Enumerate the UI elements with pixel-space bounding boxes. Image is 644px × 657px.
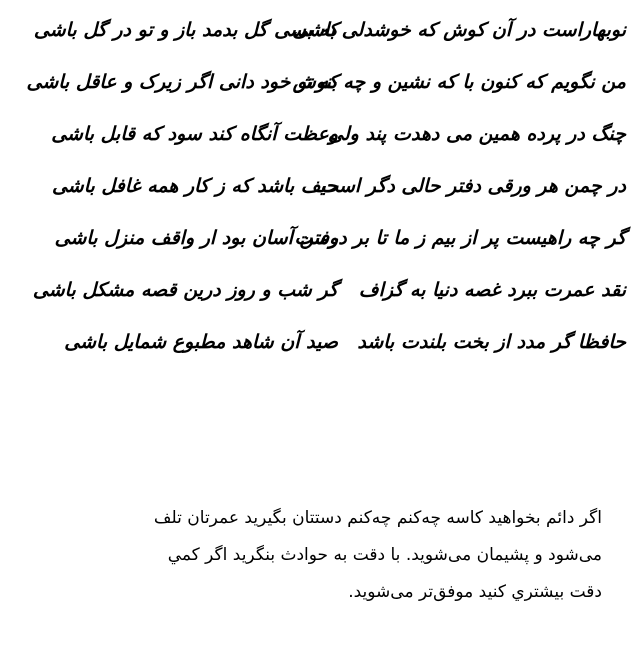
first-hemistich: من نگویم که کنون با که نشین و چه بنوش xyxy=(292,71,626,93)
second-hemistich: رفتن آسان بود ار واقف منزل باشی xyxy=(54,227,338,249)
second-hemistich: صید آن شاهد مطبوع شمایل باشی xyxy=(64,331,338,353)
prose-line: می‌شود و پشیمان می‌شوید. با دقت به حوادث بنگرید اگر کمي xyxy=(167,545,602,565)
second-hemistich: که بسی گل بدمد باز و تو در گل باشی xyxy=(33,19,338,41)
first-hemistich: نوبهاراست در آن کوش که خوشدلی باشی xyxy=(292,19,626,41)
couplet xyxy=(26,60,626,112)
first-hemistich: نقد عمرت ببرد غصه دنیا به گزاف xyxy=(358,279,626,301)
couplet xyxy=(64,320,626,372)
second-hemistich: وعظت آنگاه کند سود که قابل باشی xyxy=(51,123,338,145)
second-hemistich: حیف باشد که ز کار همه غافل باشی xyxy=(51,175,338,197)
prose-line: دقت بیشتري کنید موفق‌تر می‌شوید. xyxy=(348,582,602,602)
first-hemistich: گر چه راهیست پر از بیم ز ما تا بر دوست xyxy=(294,227,626,249)
first-hemistich: در چمن هر ورقی دفتر حالی دگر است xyxy=(320,175,626,197)
second-hemistich: که تو خود دانی اگر زیرک و عاقل باشی xyxy=(26,71,338,93)
couplet xyxy=(51,112,626,164)
second-hemistich: گر شب و روز درین قصه مشکل باشی xyxy=(32,279,338,301)
prose-paragraph xyxy=(62,500,602,611)
couplet xyxy=(51,164,626,216)
couplet xyxy=(32,268,626,320)
first-hemistich: حافظا گر مدد از بخت بلندت باشد xyxy=(357,331,626,353)
poem xyxy=(26,8,626,378)
couplet xyxy=(33,8,626,60)
prose-line: اگر دائم بخواهید کاسه چه‌کنم چه‌کنم دستتان بگیرید عمرتان تلف xyxy=(153,508,602,528)
couplet xyxy=(54,216,626,268)
first-hemistich: چنگ در پرده همین می دهدت پند ولی xyxy=(328,123,626,145)
